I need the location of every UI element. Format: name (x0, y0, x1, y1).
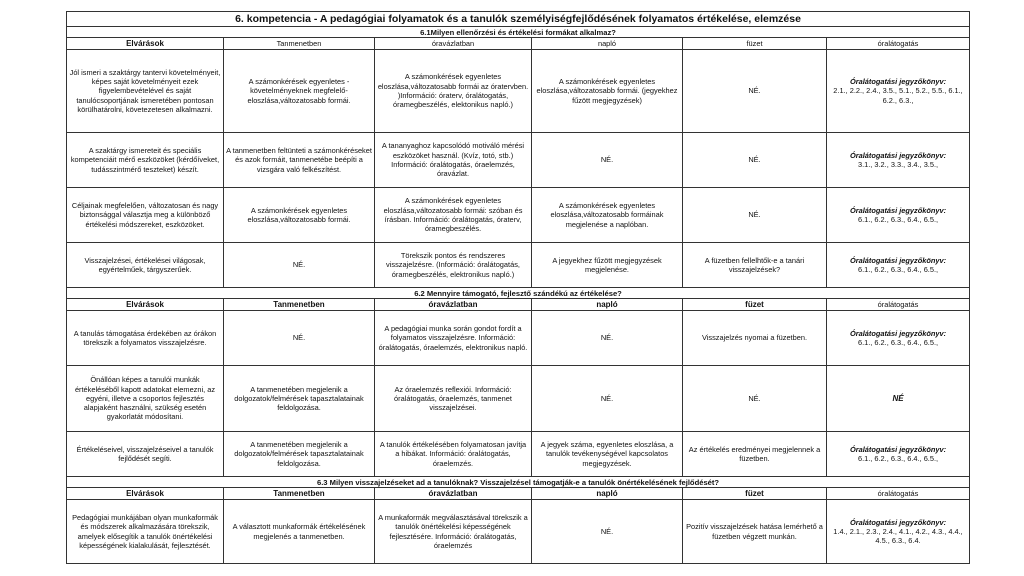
table-row (67, 311, 970, 366)
ora-refs: 6.1., 6.2., 6.3., 6.4., 6.5., (857, 265, 939, 274)
table-row (67, 133, 970, 188)
cell-tanmenet: A tanmenetében megjelenik a dolgozatok/felmérések tapasztalatainak feldolgozása. (224, 366, 375, 432)
cell-naplo: NÉ. (532, 133, 683, 188)
ora-refs: 6.1., 6.2., 6.3., 6.4., 6.5., (857, 454, 939, 463)
ora-refs: 1.4., 2.1., 2.3., 2.4., 4.1., 4.2., 4.3., 4.4., 4.5., 6.3., 6.4. (833, 526, 963, 546)
table-row (67, 366, 970, 432)
cell-fuzet: Pozitív visszajelzések hatása lemérhető a füzetben végzett munkán. (683, 500, 827, 564)
col-header-oravazlat: óravázlatban (375, 488, 532, 500)
cell-oralatogatas (827, 243, 970, 288)
cell-tanmenet: A tanmenetében megjelenik a dolgozatok/felmérések tapasztalatainak feldolgozása. (224, 432, 375, 477)
cell-fuzet: NÉ. (683, 188, 827, 243)
cell-oravazlat: A tananyaghoz kapcsolódó motiváló mérési eszközöket használ. (Kvíz, totó, stb.) Információ: óralátogatás, óraelemzés, óravázlat. (375, 133, 532, 188)
cell-oravazlat: A számonkérések egyenletes eloszlása,változatosabb formái: szóban és írásban. Információ: óralátogatás, óraterv, óramegbeszélés. (375, 188, 532, 243)
col-header-oralatogatas: óralátogatás (827, 299, 970, 311)
col-header-tanmenet: Tanmenetben (224, 38, 375, 50)
ora-label: Óralátogatási jegyzőkönyv: (849, 328, 947, 338)
cell-oralatogatas (827, 50, 970, 133)
cell-fuzet: Visszajelzés nyomai a füzetben. (683, 311, 827, 366)
col-header-oravazlat: óravázlatban (375, 299, 532, 311)
cell-oralatogatas (827, 311, 970, 366)
col-header-naplo: napló (532, 38, 683, 50)
cell-fuzet: NÉ. (683, 366, 827, 432)
cell-naplo: A jegyek száma, egyenletes eloszlása, a tanulók tevékenységével kapcsolatos megjegyzések. (532, 432, 683, 477)
cell-elvaras: Pedagógiai munkájában olyan munkaformák és módszerek alkalmazására törekszik, amelyek elősegítik a tanulók önértékelési képességének kialakulását, fejlesztését. (67, 500, 224, 564)
cell-naplo: A számonkérések egyenletes eloszlása,változatosabb formái. (jegyekhez fűzött megjegyzések) (532, 50, 683, 133)
cell-elvaras: Visszajelzései, értékelései világosak, egyértelműek, tárgyszerűek. (67, 243, 224, 288)
cell-elvaras: Értékeléseivel, visszajelzéseivel a tanulók fejlődését segíti. (67, 432, 224, 477)
cell-oravazlat: A munkaformák megválasztásával törekszik a tanulók önértékelési képességének fejlesztésére. Információ: óralátogatás, óraelemzés (375, 500, 532, 564)
cell-tanmenet: A tanmenetben feltünteti a számonkéréseket és azok formáit, tanmenetébe beépíti a vizsgára való felkészítést. (224, 133, 375, 188)
cell-elvaras: Jól ismeri a szaktárgy tantervi követelményeit, képes saját követelményeit ezek figyelembevételével és saját tanulócsoportjának ismeretében pontosan körülhatárolni, követezetesen alkalmazni. (67, 50, 224, 133)
ora-label: Óralátogatási jegyzőkönyv: (849, 205, 947, 215)
cell-fuzet: NÉ. (683, 50, 827, 133)
header-row (67, 488, 970, 500)
cell-oralatogatas (827, 188, 970, 243)
cell-fuzet: Az értékelés eredményei megjelennek a füzetben. (683, 432, 827, 477)
cell-oravazlat: Törekszik pontos és rendszeres visszajelzésre. (Információ: óralátogatás, óramegbeszélés, elektronikus napló.) (375, 243, 532, 288)
table-title: 6. kompetencia - A pedagógiai folyamatok és a tanulók személyiségfejlődésének folyamatos értékelése, elemzése (67, 12, 970, 27)
cell-oralatogatas (827, 432, 970, 477)
cell-tanmenet: A számonkérések egyenletes - követelményeknek megfelelő-eloszlása,változatosabb formái. (224, 50, 375, 133)
cell-oravazlat: A pedagógiai munka során gondot fordít a folyamatos visszajelzésre. Információ: óralátogatás, óraelemzés, elektronikus napló. (375, 311, 532, 366)
cell-tanmenet: A számonkérések egyenletes eloszlása,változatosabb formái. (224, 188, 375, 243)
cell-oravazlat: A számonkérések egyenletes eloszlása,változatosabb formái az óratervben. )Információ: óraterv, óralátogatás, óramegbeszélés, elektonikus napló.) (375, 50, 532, 133)
cell-oravazlat: A tanulók értékelésében folyamatosan javítja a hibákat. Információ: óralátogatás, óraelemzés. (375, 432, 532, 477)
cell-oralatogatas (827, 133, 970, 188)
cell-elvaras: Céljainak megfelelően, változatosan és nagy biztonsággal választja meg a különböző értékelési módszereket, eszközöket. (67, 188, 224, 243)
col-header-fuzet: füzet (683, 488, 827, 500)
col-header-elvarasok: Elvárások (67, 38, 224, 50)
cell-elvaras: A szaktárgy ismereteit és speciális kompetenciáit mérő eszközöket (kérdőíveket, tudásszintmérő teszteket) készít. (67, 133, 224, 188)
col-header-oralatogatas: óralátogatás (827, 488, 970, 500)
section-heading: 6.3 Milyen visszajelzéseket ad a tanulóknak? Visszajelzésel támogatják-e a tanulók önértékelésének fejlődését? (67, 477, 970, 488)
col-header-naplo: napló (532, 488, 683, 500)
cell-naplo: NÉ. (532, 311, 683, 366)
cell-elvaras: Önállóan képes a tanulói munkák értékeléséből kapott adatokat elemezni, az egyéni, illetve a csoportos fejlesztés alapjaként használni, szükség esetén gyakorlatát módosítani. (67, 366, 224, 432)
header-row (67, 38, 970, 50)
ora-refs: 6.1., 6.2., 6.3., 6.4., 6.5., (857, 338, 939, 347)
cell-tanmenet: NÉ. (224, 243, 375, 288)
cell-naplo: NÉ. (532, 366, 683, 432)
cell-naplo: A jegyekhez fűzött megjegyzések megjelenése. (532, 243, 683, 288)
col-header-elvarasok: Elvárások (67, 299, 224, 311)
table-row (67, 188, 970, 243)
section-heading: 6.1Milyen ellenőrzési és értékelési formákat alkalmaz? (67, 27, 970, 38)
cell-tanmenet: A választott munkaformák értékelésének megjelenés a tanmenetben. (224, 500, 375, 564)
table-row (67, 432, 970, 477)
col-header-oralatogatas: óralátogatás (827, 38, 970, 50)
col-header-elvarasok: Elvárások (67, 488, 224, 500)
col-header-fuzet: füzet (683, 299, 827, 311)
col-header-naplo: napló (532, 299, 683, 311)
cell-tanmenet: NÉ. (224, 311, 375, 366)
competency-table (66, 11, 970, 564)
table-row (67, 243, 970, 288)
col-header-tanmenet: Tanmenetben (224, 299, 375, 311)
cell-fuzet: NÉ. (683, 133, 827, 188)
col-header-tanmenet: Tanmenetben (224, 488, 375, 500)
cell-naplo: NÉ. (532, 500, 683, 564)
col-header-oravazlat: óravázlatban (375, 38, 532, 50)
ora-label: Óralátogatási jegyzőkönyv: (849, 150, 947, 160)
cell-naplo: A számonkérések egyenletes eloszlása,változatosabb formáinak megjelenése a naplóban. (532, 188, 683, 243)
ora-label: Óralátogatási jegyzőkönyv: (849, 444, 947, 454)
table-row (67, 500, 970, 564)
ora-refs: 3.1., 3.2., 3.3., 3.4., 3.5., (857, 160, 939, 169)
cell-oravazlat: Az óraelemzés reflexiói. Információ: óralátogatás, óraelemzés, tanmenet visszajelzései. (375, 366, 532, 432)
ora-label: Óralátogatási jegyzőkönyv: (849, 77, 947, 87)
cell-fuzet: A füzetben fellelhtők-e a tanári visszajelzések? (683, 243, 827, 288)
cell-oralatogatas (827, 500, 970, 564)
ora-refs: 6.1., 6.2., 6.3., 6.4., 6.5., (857, 215, 939, 224)
ora-label: Óralátogatási jegyzőkönyv: (849, 255, 947, 265)
cell-elvaras: A tanulás támogatása érdekében az órákon törekszik a folyamatos visszajelzésre. (67, 311, 224, 366)
table-row (67, 50, 970, 133)
ora-label: Óralátogatási jegyzőkönyv: (849, 517, 947, 527)
header-row (67, 299, 970, 311)
col-header-fuzet: füzet (683, 38, 827, 50)
ora-refs: 2.1., 2.2., 2.4., 3.5., 5.1., 5.2., 5.5., 6.1., 6.2., 6.3., (833, 86, 963, 105)
section-heading: 6.2 Mennyire támogató, fejlesztő szándékú az értékelése? (67, 288, 970, 299)
cell-oralatogatas: NÉ (827, 366, 970, 432)
